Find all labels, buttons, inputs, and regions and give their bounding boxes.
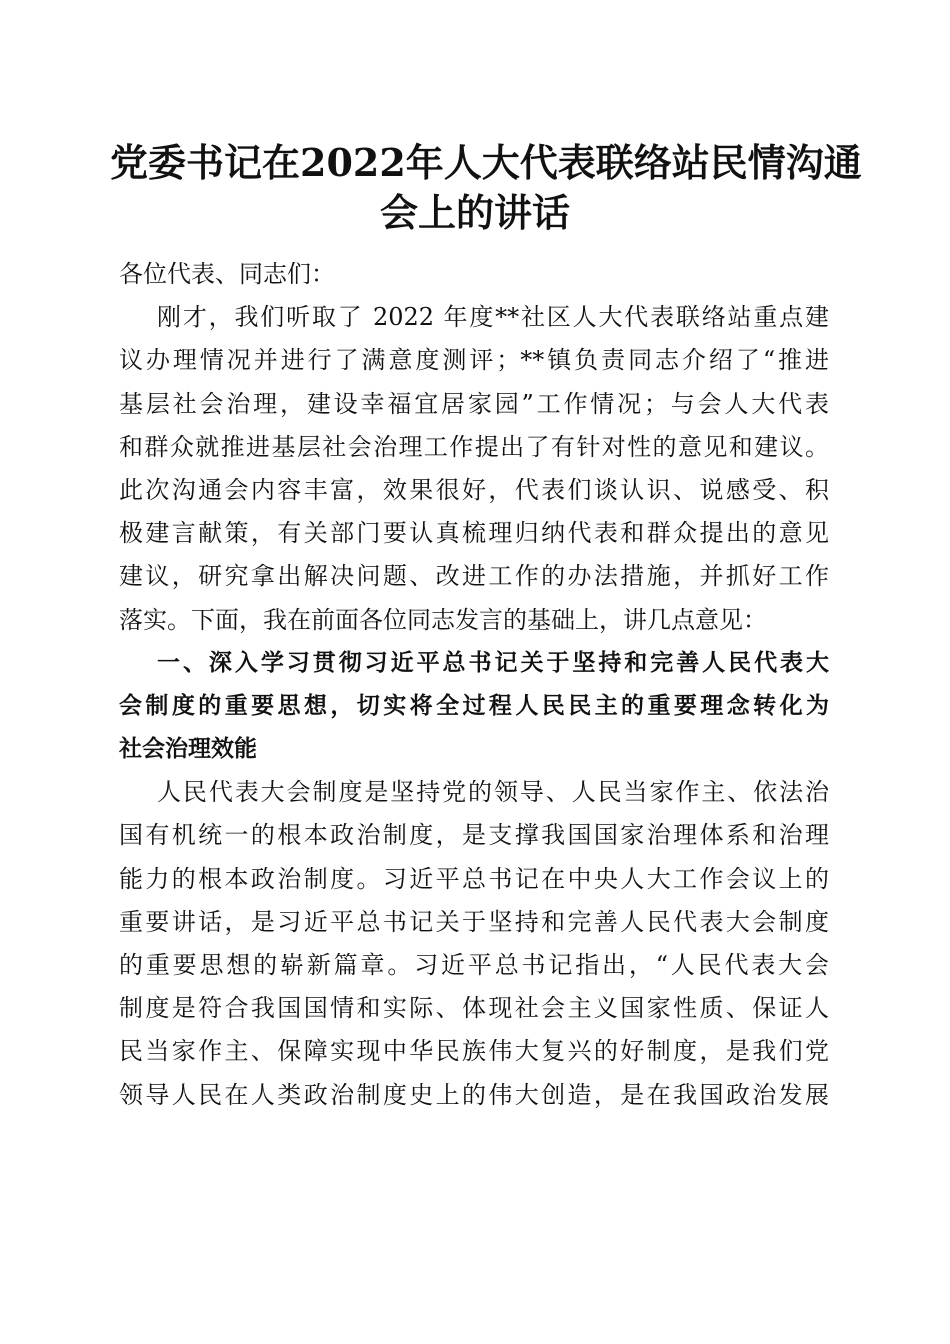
paragraph-line: 基层社会治理，建设幸福宜居家园”工作情况；与会人大代表 [119, 389, 829, 418]
paragraph-line: 建议，研究拿出解决问题、改进工作的办法措施，并抓好工作 [119, 562, 829, 591]
paragraph-line: 能力的根本政治制度。习近平总书记在中央人大工作会议上的 [119, 864, 829, 893]
section-heading-1 [119, 642, 829, 772]
heading-line: 社会治理效能 [119, 736, 257, 763]
title-line-1: 党委书记在2022年人大代表联络站民情沟通 [110, 140, 862, 185]
paragraph-line: 民当家作主、保障实现中华民族伟大复兴的好制度，是我们党 [119, 1037, 829, 1066]
paragraph-line: 极建言献策，有关部门要认真梳理归纳代表和群众提出的意见 [119, 519, 829, 548]
paragraph-2 [119, 771, 829, 1117]
paragraph-line: 议办理情况并进行了满意度测评；**镇负责同志介绍了“推进 [119, 346, 829, 375]
document-title [110, 138, 862, 238]
paragraph-line: 的重要思想的崭新篇章。习近平总书记指出，“人民代表大会 [119, 951, 829, 979]
paragraph-line: 重要讲话，是习近平总书记关于坚持和完善人民代表大会制度 [119, 907, 829, 936]
paragraph-line: 国有机统一的根本政治制度，是支撑我国国家治理体系和治理 [119, 821, 829, 850]
paragraph-line: 落实。下面，我在前面各位同志发言的基础上，讲几点意见： [119, 605, 767, 634]
heading-line: 会制度的重要思想，切实将全过程人民民主的重要理念转化为 [119, 692, 829, 719]
document-body [119, 253, 829, 1117]
paragraph-line: 领导人民在人类政治制度史上的伟大创造，是在我国政治发展 [119, 1080, 829, 1109]
paragraph-1 [119, 296, 829, 642]
paragraph-line: 和群众就推进基层社会治理工作提出了有针对性的意见和建议。 [119, 432, 829, 461]
title-line-2: 会上的讲话 [379, 190, 570, 235]
paragraph-line: 刚才，我们听取了 2022 年度**社区人大代表联络站重点建 [157, 303, 829, 332]
paragraph-line: 制度是符合我国国情和实际、体现社会主义国家性质、保证人 [119, 994, 829, 1023]
paragraph-line: 此次沟通会内容丰富，效果很好，代表们谈认识、说感受、积 [119, 475, 829, 504]
salutation: 各位代表、同志们： [119, 260, 335, 288]
heading-line: 一、深入学习贯彻习近平总书记关于坚持和完善人民代表大 [157, 649, 829, 676]
paragraph-line: 人民代表大会制度是坚持党的领导、人民当家作主、依法治 [157, 778, 829, 807]
